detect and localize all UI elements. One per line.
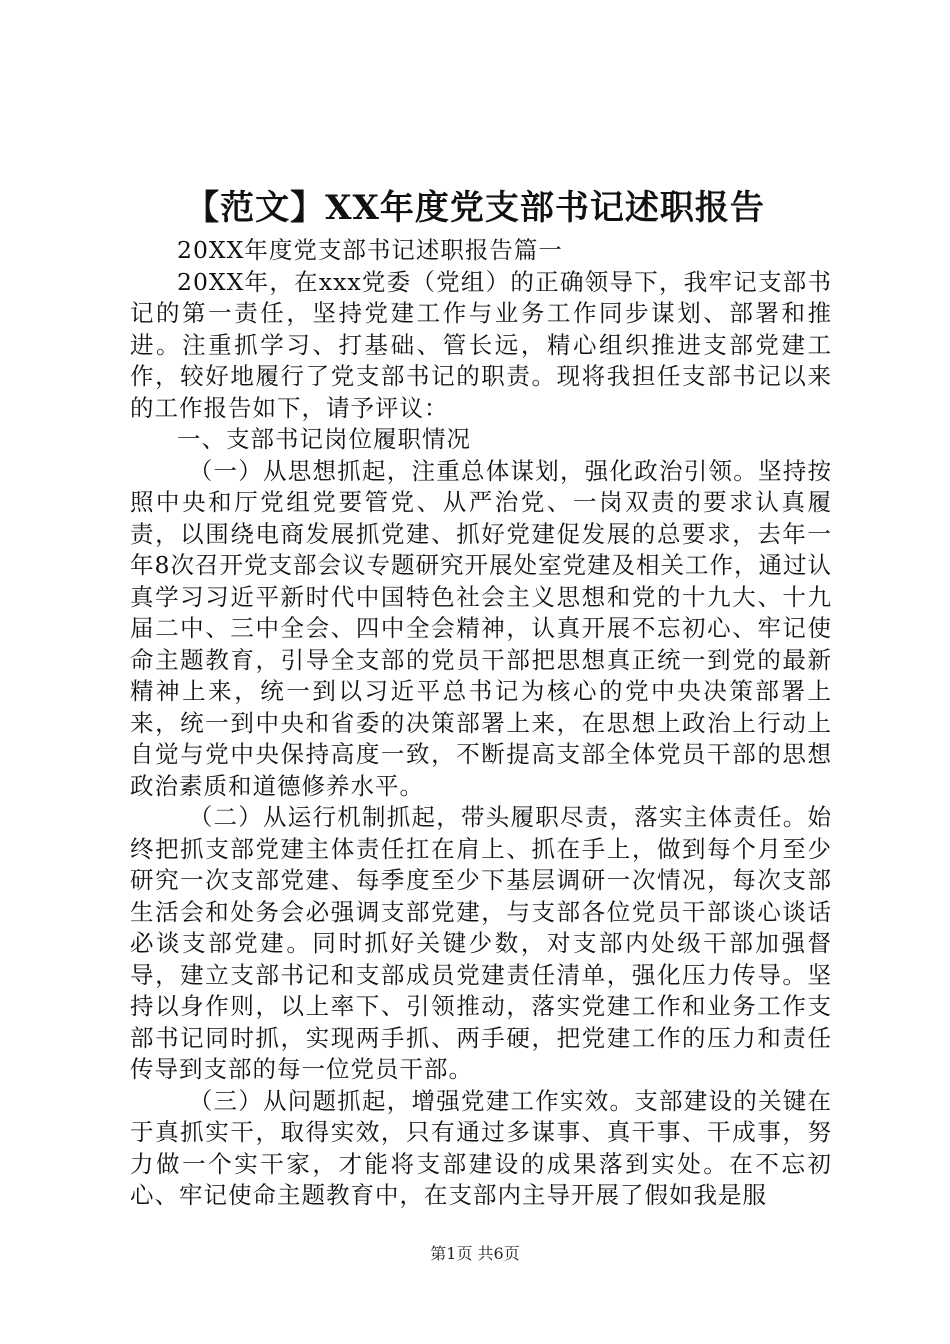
document-title: 【范文】XX年度党支部书记述职报告	[185, 188, 765, 228]
document-body	[130, 235, 832, 1212]
page-number: 第1页 共6页	[430, 1244, 520, 1263]
document-subtitle: 20XX年度党支部书记述职报告篇一	[177, 236, 563, 264]
paragraph-item-1: （一）从思想抓起，注重总体谋划，强化政治引领。坚持按照中央和厅党组党要管党、从严治党、一岗双责的要求认真履责，以围绕电商发展抓党建、抓好党建促发展的总要求，去年一年8次召开党支部会议专题研究开展处室党建及相关工作，通过认真学习习近平新时代中国特色社会主义思想和党的十九大、十九届二中、三中全会、四中全会精神，认真开展不忘初心、牢记使命主题教育，引导全支部的党员干部把思想真正统一到党的最新精神上来，统一到以习近平总书记为核心的党中央决策部署上来，统一到中央和省委的决策部署上来，在思想上政治上行动上自觉与党中央保持高度一致，不断提高支部全体党员干部的思想政治素质和道德修养水平。	[130, 456, 832, 800]
section-heading: 一、支部书记岗位履职情况	[177, 425, 471, 453]
paragraph-intro: 20XX年，在xxx党委（党组）的正确领导下，我牢记支部书记的第一责任，坚持党建工作与业务工作同步谋划、部署和推进。注重抓学习、打基础、管长远，精心组织推进支部党建工作，较好地履行了党支部书记的职责。现将我担任支部书记以来的工作报告如下，请予评议：	[130, 267, 832, 422]
paragraph-item-2: （二）从运行机制抓起，带头履职尽责，落实主体责任。始终把抓支部党建主体责任扛在肩上、抓在手上，做到每个月至少研究一次支部党建、每季度至少下基层调研一次情况，每次支部生活会和处务会必强调支部党建，与支部各位党员干部谈心谈话必谈支部党建。同时抓好关键少数，对支部内处级干部加强督导，建立支部书记和支部成员党建责任清单，强化压力传导。坚持以身作则，以上率下、引领推动，落实党建工作和业务工作支部书记同时抓，实现两手抓、两手硬，把党建工作的压力和责任传导到支部的每一位党员干部。	[130, 803, 832, 1083]
paragraph-item-3: （三）从问题抓起，增强党建工作实效。支部建设的关键在于真抓实干，取得实效，只有通过多谋事、真干事、干成事，努力做一个实干家，才能将支部建设的成果落到实处。在不忘初心、牢记使命主题教育中，在支部内主导开展了假如我是服	[130, 1086, 832, 1209]
